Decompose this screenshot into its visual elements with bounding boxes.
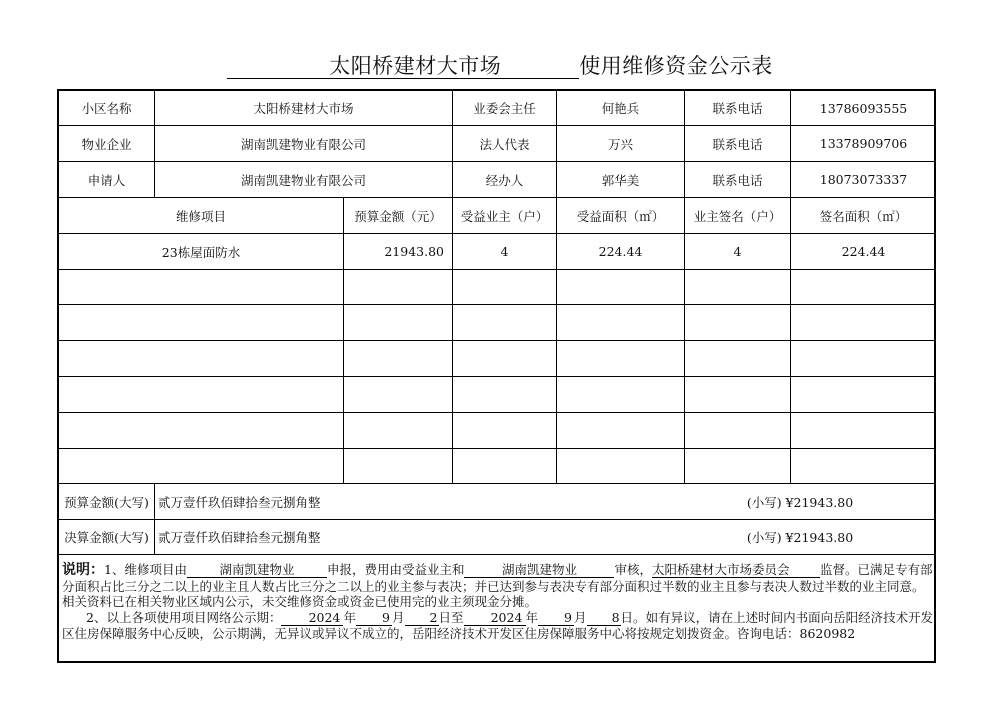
label-phone-2: 联系电话 — [712, 136, 763, 152]
notes-paragraph-1 — [62, 562, 934, 610]
start-year: 2024 — [281, 611, 343, 626]
header-repair-item: 维修项目 — [175, 208, 226, 224]
label-budget-amount: 预算金额(大写) — [64, 494, 149, 510]
final-amount-lower: (小写) ¥21943.80 — [746, 530, 854, 545]
value-property-company: 湖南凯建物业有限公司 — [240, 136, 366, 152]
budget-amount-upper: 贰万壹仟玖佰肆拾叁元捌角整 — [158, 494, 321, 510]
notes-text: 日。 — [620, 609, 646, 625]
row-1-item: 23栋屋面防水 — [161, 244, 241, 260]
value-applicant: 湖南凯建物业有限公司 — [240, 172, 366, 188]
end-month: 9 — [538, 611, 574, 626]
label-committee-chair: 业委会主任 — [473, 101, 536, 116]
supervisor-fill: 太阳桥建材大市场委员会 — [652, 563, 820, 578]
label-final-amount: 决算金额(大写) — [64, 530, 149, 545]
label-legal-rep: 法人代表 — [479, 136, 530, 152]
label-applicant: 申请人 — [87, 172, 126, 188]
notes-text: 年 — [343, 609, 356, 625]
header-beneficiary-area: 受益面积（㎡） — [576, 208, 665, 224]
row-1-beneficiary-owners: 4 — [500, 244, 509, 259]
notes-text: 2、以上各项使用项目网络公示期： — [86, 609, 282, 625]
row-1-signed-area: 224.44 — [841, 244, 886, 259]
label-handler: 经办人 — [485, 172, 524, 188]
label-phone-1: 联系电话 — [712, 101, 763, 116]
notes-text: 1、维修项目由 — [104, 562, 187, 577]
notes-text: 申报，费用由受益业主和 — [326, 562, 465, 577]
row-1-signed-owners: 4 — [733, 244, 742, 259]
value-handler: 郭华美 — [601, 172, 640, 188]
header-budget: 预算金额（元） — [354, 208, 442, 224]
notes-text: 月 — [574, 609, 587, 625]
start-month: 9 — [356, 611, 392, 626]
end-day: 8 — [587, 611, 621, 626]
title-community-name: 太阳桥建材大市场 — [227, 54, 579, 79]
start-day: 2 — [405, 611, 439, 626]
label-community-name: 小区名称 — [81, 101, 132, 116]
label-property-company: 物业企业 — [81, 136, 132, 152]
notes-text: 审核， — [614, 562, 652, 577]
notes-section — [62, 562, 934, 641]
notes-heading: 说明： — [62, 562, 104, 578]
header-beneficiary-owners: 受益业主（户） — [460, 208, 549, 224]
final-amount-upper: 贰万壹仟玖佰肆拾叁元捌角整 — [158, 530, 321, 545]
title-suffix: 使用维修资金公示表 — [579, 54, 773, 78]
value-committee-chair: 何艳兵 — [601, 101, 640, 116]
notes-text: 如有异议，请在上述时间内书面向岳阳经济技术开发区住房保障服务中心反映，公示期满，无异议或异议不成立的，岳阳经济技术开发区住房保障服务中心将按规定划拨资金。咨询电话：8620982 — [62, 609, 934, 641]
page-title — [0, 50, 1000, 80]
reviewer-fill: 湖南凯建物业 — [464, 563, 614, 578]
notes-paragraph-2 — [62, 610, 934, 642]
notes-text: 日至 — [438, 609, 464, 625]
notes-text: 年 — [525, 609, 539, 625]
value-phone-3: 18073073337 — [819, 172, 908, 187]
notes-text: 监督。已满足专有部分面积占比三分之二以上的业主且人数占比三分之二以上的业主参与表决；并已达到参与表决专有部分面积过半数的业主且参与表决人数过半数的业主同意。相关资料已在相关物业区域内公示，未交维修资金或资金已使用完的业主须现金分摊。 — [62, 562, 933, 609]
value-community-name: 太阳桥建材大市场 — [253, 101, 354, 116]
budget-amount-lower: (小写) ¥21943.80 — [746, 494, 854, 510]
label-phone-3: 联系电话 — [712, 172, 763, 188]
value-phone-1: 13786093555 — [819, 100, 908, 116]
value-legal-rep: 万兴 — [607, 136, 633, 152]
row-1-beneficiary-area: 224.44 — [598, 244, 643, 259]
row-1-budget: 21943.80 — [384, 244, 444, 259]
applicant-fill: 湖南凯建物业 — [187, 563, 327, 578]
header-signed-area: 签名面积（㎡） — [819, 208, 908, 224]
end-year: 2024 — [464, 611, 526, 626]
header-signed-owners: 业主签名（户） — [693, 208, 782, 224]
notes-text: 月 — [391, 609, 405, 625]
value-phone-2: 13378909706 — [819, 136, 908, 151]
